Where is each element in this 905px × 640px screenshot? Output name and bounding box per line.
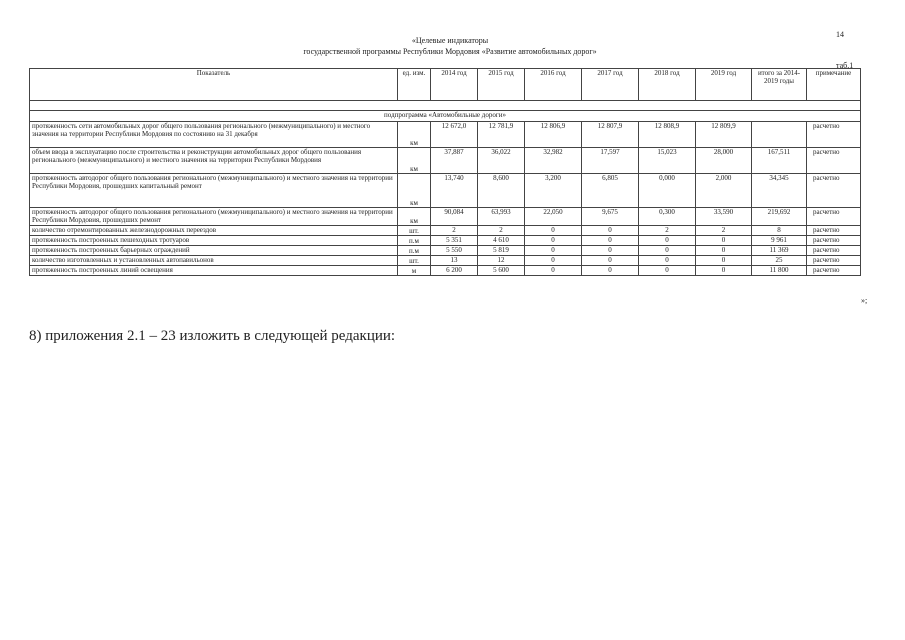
indicator-name: протяженность автодорог общего пользования регионального (межмуниципального) и местного значения на территории Республики Мордовия, прошедших капитальный ремонт [30,174,398,208]
instruction-text: 8) приложения 2.1 – 23 изложить в следующей редакции: [29,328,396,344]
table-row [30,208,861,226]
indicator-name: объем ввода в эксплуатацию после строительства и реконструкции автомобильных дорог общего пользования регионального (межмуниципального) и местного значения на территории Республики Мордовия [30,148,398,174]
year-value: 2 [696,226,752,236]
year-value: 12 781,9 [478,122,525,148]
indicator-unit: м [398,266,431,276]
indicator-note: расчетно [807,246,861,256]
year-value: 5 550 [431,246,478,256]
header-2016: 2016 год [525,69,582,101]
indicator-note: расчетно [807,236,861,246]
year-value: 37,887 [431,148,478,174]
indicators-table [29,68,861,276]
year-value: 13 [431,256,478,266]
indicator-unit: п.м [398,236,431,246]
year-value: 0 [639,246,696,256]
year-value: 0 [639,256,696,266]
year-value: 0 [582,226,639,236]
year-value: 15,023 [639,148,696,174]
year-value: 4 610 [478,236,525,246]
indicator-note: расчетно [807,174,861,208]
year-value: 12 809,9 [696,122,752,148]
year-value: 5 351 [431,236,478,246]
indicator-name: количество изготовленных и установленных автопавильонов [30,256,398,266]
table-body [30,122,861,276]
page-number: 14 [836,30,844,39]
table-row [30,174,861,208]
table-row [30,256,861,266]
table-label: таб.1 [836,61,854,70]
indicator-note: расчетно [807,122,861,148]
indicator-name: протяженность сети автомобильных дорог общего пользования регионального (межмуниципального) и местного значения на территории Республики Мордовия по состоянию на 31 декабря [30,122,398,148]
indicator-unit: км [398,208,431,226]
indicator-note: расчетно [807,208,861,226]
subprogram-row [30,111,861,122]
year-value: 0 [525,266,582,276]
indicator-name: количество отремонтированных железнодорожных переездов [30,226,398,236]
year-value: 0 [639,266,696,276]
indicator-name: протяженность автодорог общего пользования регионального (межмуниципального) и местного значения на территории Республики Мордовия, прошедших ремонт [30,208,398,226]
year-value: 0,300 [639,208,696,226]
total-value: 167,511 [752,148,807,174]
year-value: 0 [582,246,639,256]
indicator-unit: п.м [398,246,431,256]
year-value: 22,050 [525,208,582,226]
year-value: 17,597 [582,148,639,174]
table-header-row [30,69,861,101]
table-row [30,148,861,174]
year-value: 5 600 [478,266,525,276]
header-note: примечание [807,69,861,101]
year-value: 0 [525,246,582,256]
indicator-name: протяженность построенных линий освещения [30,266,398,276]
spacer-row [30,101,861,111]
subprogram-title: подпрограмма «Автомобильные дороги» [30,111,861,122]
year-value: 12 807,9 [582,122,639,148]
year-value: 0 [582,236,639,246]
year-value: 12 [478,256,525,266]
year-value: 0,000 [639,174,696,208]
year-value: 90,084 [431,208,478,226]
total-value: 25 [752,256,807,266]
table-row [30,226,861,236]
year-value: 12 808,9 [639,122,696,148]
indicator-unit: км [398,122,431,148]
indicator-unit: шт. [398,256,431,266]
header-2017: 2017 год [582,69,639,101]
year-value: 0 [525,236,582,246]
indicator-note: расчетно [807,256,861,266]
indicator-unit: км [398,174,431,208]
total-value: 219,692 [752,208,807,226]
header-2015: 2015 год [478,69,525,101]
table-row [30,246,861,256]
header-2018: 2018 год [639,69,696,101]
total-value: 11 800 [752,266,807,276]
indicator-name: протяженность построенных барьерных ограждений [30,246,398,256]
indicator-unit: км [398,148,431,174]
table-row [30,266,861,276]
year-value: 0 [639,236,696,246]
year-value: 12 806,9 [525,122,582,148]
year-value: 8,600 [478,174,525,208]
year-value: 0 [525,256,582,266]
year-value: 0 [696,236,752,246]
year-value: 2,000 [696,174,752,208]
year-value: 0 [582,256,639,266]
total-value: 34,345 [752,174,807,208]
year-value: 63,993 [478,208,525,226]
header-unit: ед. изм. [398,69,431,101]
total-value: 11 369 [752,246,807,256]
year-value: 5 819 [478,246,525,256]
year-value: 2 [431,226,478,236]
closing-quote: »; [861,296,868,305]
header-total: итого за 2014-2019 годы [752,69,807,101]
year-value: 9,675 [582,208,639,226]
total-value [752,122,807,148]
indicator-note: расчетно [807,148,861,174]
year-value: 2 [639,226,696,236]
total-value: 9 961 [752,236,807,246]
year-value: 0 [696,246,752,256]
year-value: 2 [478,226,525,236]
indicator-note: расчетно [807,266,861,276]
year-value: 13,740 [431,174,478,208]
indicator-unit: шт. [398,226,431,236]
year-value: 0 [525,226,582,236]
year-value: 3,200 [525,174,582,208]
year-value: 28,000 [696,148,752,174]
header-indicator: Показатель [30,69,398,101]
year-value: 33,590 [696,208,752,226]
year-value: 6 200 [431,266,478,276]
year-value: 0 [696,256,752,266]
indicator-note: расчетно [807,226,861,236]
table-row [30,236,861,246]
document-title-line-1: «Целевые индикаторы [411,36,489,45]
total-value: 8 [752,226,807,236]
header-2019: 2019 год [696,69,752,101]
year-value: 0 [582,266,639,276]
year-value: 12 672,0 [431,122,478,148]
document-title-line-2: государственной программы Республики Мордовия «Развитие автомобильных дорог» [303,47,597,56]
year-value: 36,022 [478,148,525,174]
table-row [30,122,861,148]
header-2014: 2014 год [431,69,478,101]
indicator-name: протяженность построенных пешеходных тротуаров [30,236,398,246]
year-value: 32,982 [525,148,582,174]
year-value: 6,805 [582,174,639,208]
year-value: 0 [696,266,752,276]
